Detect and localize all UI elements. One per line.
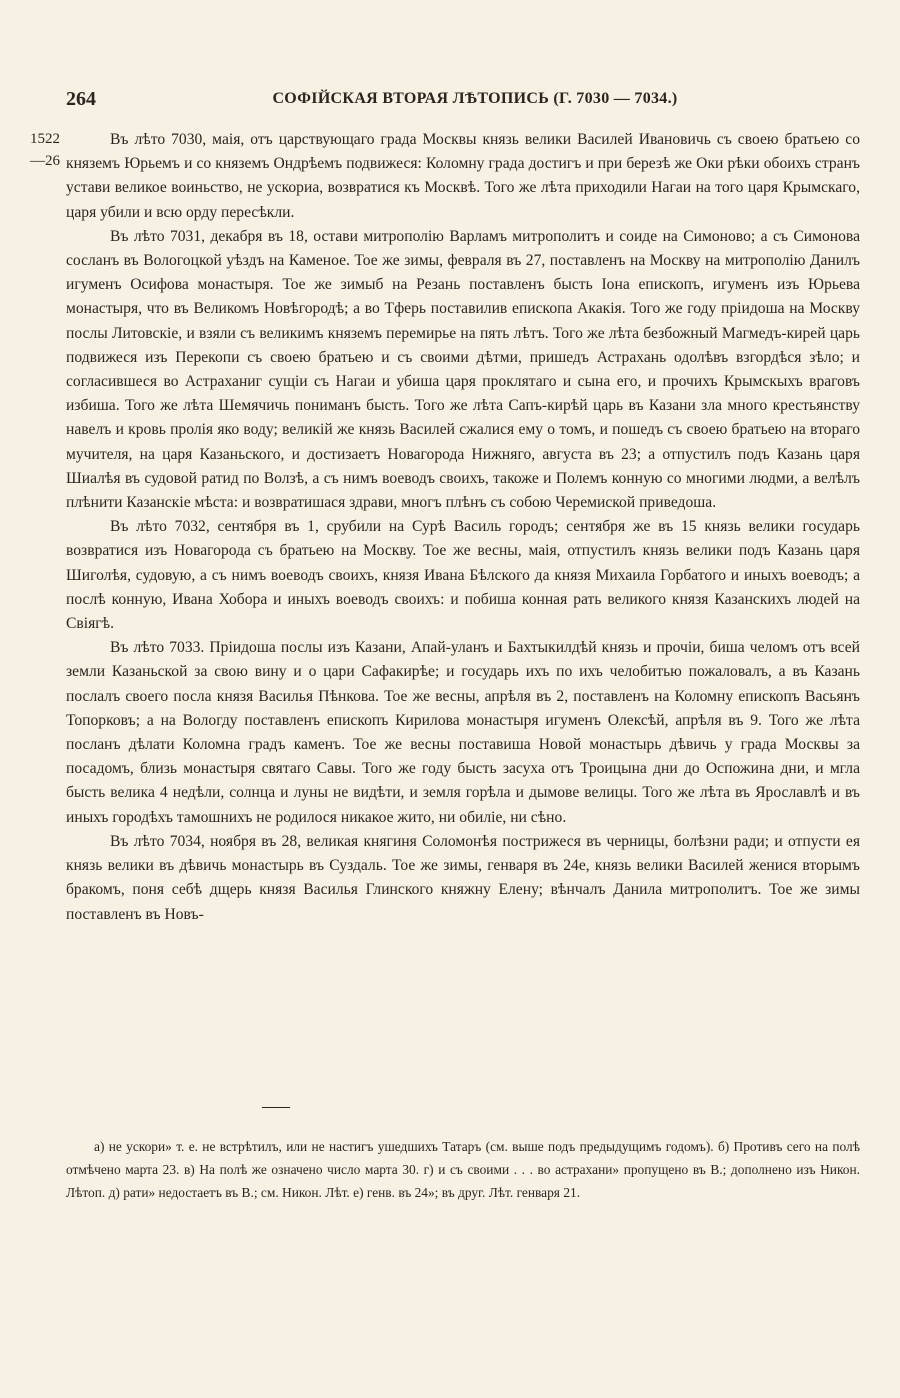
footnotes [66,1135,860,1204]
paragraph-7030: Въ лѣто 7030, маія, отъ царствующаго града Москвы князь велики Василей Ивановичь съ своею братьею со княземъ Юрьемъ и со княземъ Ондрѣемъ подвижеся: Коломну града достигъ и при березѣ же Оки рѣки обоихъ странъ устави великое воиньство, не ускориа, возвратися къ Москвѣ. Того же лѣта приходили Нагаи на того царя Крымскаго, царя убили и всю орду пересѣкли. [66,131,860,221]
running-title: СОФІЙСКАЯ ВТОРАЯ ЛѢТОПИСЬ (Г. 7030 — 7034.) [272,90,678,107]
footnote-divider [262,1107,290,1108]
page-number: 264 [66,88,96,110]
margin-year-end: —26 [30,153,60,169]
paragraph-7034: Въ лѣто 7034, ноября въ 28, великая княгиня Соломонѣя пострижеся въ черницы, болѣзни ради; и отпусти ея князь велики въ дѣвичь монастырь въ Суздаль. Тое же зимы, генваря въ 24е, князь велики Василей женися вторымъ бракомъ, поня себѣ дщерь князя Василья Глинского княжну Елену; вѣнчалъ Данила митрополитъ. Тое же зимы поставленъ въ Новъ- [66,832,860,923]
margin-year-start: 1522 [30,131,60,147]
paragraph-7032: Въ лѣто 7032, сентября въ 1, срубили на Сурѣ Василь городъ; сентября же въ 15 князь велики государь возвратися изъ Новагорода съ братьею на Москву. Тое же весны, маія, отпустилъ князь велики подъ Казань царя Шиголѣя, судовую, а съ нимъ воеводъ своихъ, князя Ивана Бѣлского да князя Михаила Горбатого и иныхъ воеводъ; а послѣ конную, Ивана Хобора и иныхъ воеводъ своихъ: и побиша конная рать великого князя Казанскихъ людей на Свіягѣ. [66,518,860,633]
page-header [66,88,824,114]
footnote-text: а) не ускори» т. е. не встрѣтилъ, или не настигъ ушедшихъ Татаръ (см. выше подъ предыдущимъ годомъ). б) Противъ сего на полѣ отмѣчено марта 23. в) На полѣ же означено число марта 30. г) и съ своими . . . во астрахани» пропущено въ В.; дополнено изъ Никон. Лѣтоп. д) рати» недостаетъ въ В.; см. Никон. Лѣт. е) генв. въ 24»; въ друг. Лѣт. генваря 21. [66,1139,860,1200]
paragraph-7033: Въ лѣто 7033. Пріидоша послы изъ Казани, Апай-уланъ и Бахтыкилдѣй князь и прочіи, биша челомъ отъ всей земли Казаньской за свою вину и о цари Сафакирѣе; и государь ихъ по ихъ челобитью пожаловалъ, а въ Казань послалъ своего посла князя Василья Пѣнкова. Тое же весны, апрѣля въ 2, поставленъ на Коломну епископъ Васьянъ Топорковъ; а на Вологду поставленъ епископъ Кирилова монастыря игуменъ Олексѣй, апрѣля въ 9. Того же лѣта посланъ дѣлати Коломна градъ каменъ. Тое же весны поставиша Новой монастырь дѣвичь у града Москвы за посадомъ, близь монастыря святаго Савы. Того же году бысть засуха отъ Троицына дни до Оспожина дни, и мгла бысть велика 4 недѣли, солнца и луны не видѣти, и земля горѣла и дымове велицы. Того же лѣта въ Ярославлѣ и въ иныхъ городѣхъ тамошнихъ не родилося никакое жито, ни обиліе, ни сѣно. [66,639,860,826]
main-text [66,128,860,927]
paragraph-7031: Въ лѣто 7031, декабря въ 18, остави митрополію Варламъ митрополитъ и соиде на Симоново; а съ Симонова сосланъ въ Вологоцкой уѣздъ на Каменое. Тое же зимы, февраля въ 27, поставленъ на Москву на митрополію Данилъ игуменъ Осифова монастыря. Тое же зимыб на Резань поставленъ бысть Іона епископъ, игуменъ изъ Юрьева монастыря, что въ Великомъ Новѣгородѣ; а во Тферь поставилив епископа Акакія. Того же году пріидоша на Москву послы Литовскіе, и взяли съ великимъ княземъ перемирье на пять лѣтъ. Того же лѣта безбожный Магмедъ-кирей царь подвижеся изъ Перекопи съ своею братьею и съ своими дѣтми, пришедъ Астрахань одолѣвъ взгордѣся зѣло; и согласившеся во Астраханиг сущіи съ Нагаи и убиша царя проклятаго и сына его, и прочихъ Крымскыхъ враговъ избиша. Того же лѣта Шемячичь пониманъ бысть. Того же лѣта Сапъ-кирѣй царь въ Казани зла много крестьянству навелъ и кровь пролія яко воду; великій же князь Василей сжалися ему о томъ, и пошедъ съ своею братьею на втораго мучителя, на царя Казаньского, и достизаетъ Новагорода Нижняго, августа въ 23; а отпустилъ подъ Казань царя Шиалѣя въ судовой ратид по Волзѣ, а съ нимъ воеводъ своихъ, такоже и Полемъ конную со многими людми, а велѣлъ плѣнити Казанскіе мѣста: и возвратишася здрави, многъ плѣнъ съ собою Черемиской приведоша. [66,227,860,512]
margin-year-note [30,128,70,172]
